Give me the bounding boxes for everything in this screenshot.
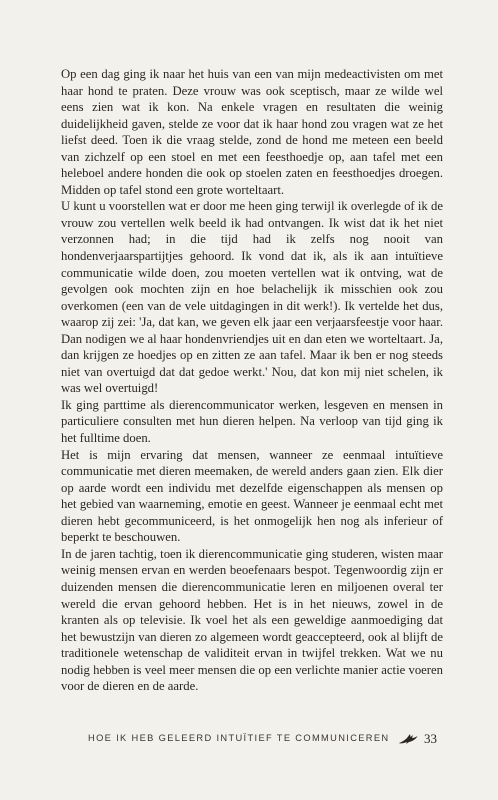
body-text (61, 66, 443, 695)
running-head: HOE IK HEB GELEERD INTUÏTIEF TE COMMUNICEREN (88, 733, 390, 743)
bird-icon (398, 732, 418, 746)
paragraph-4: Het is mijn ervaring dat mensen, wanneer ze eenmaal intuïtieve communicatie met dieren meemaken, de wereld anders gaan zien. Elk dier op aarde wordt een individu met dezelfde eigenschappen als mensen op het gebied van waarneming, emotie en geest. Wanneer je eenmaal echt met dieren hebt gecommuniceerd, is het onmogelijk hen nog als inferieur of beperkt te beschouwen. (61, 447, 443, 545)
paragraph-1: Op een dag ging ik naar het huis van een van mijn medeactivisten om met haar hond te praten. Deze vrouw was ook sceptisch, maar ze wilde wel eens zien wat ik kon. Na enkele vragen en resultaten die weinig duidelijkheid gaven, stelde ze voor dat ik haar hond zou vragen wat ze het liefst deed. Toen ik die vraag stelde, zond de hond me meteen een beeld van zichzelf op een stoel en met een feesthoedje op, aan tafel met een heleboel andere honden die ook op stoelen zaten en feesthoedjes droegen. Midden op tafel stond een grote worteltaart. (61, 67, 443, 197)
paragraph-2: U kunt u voorstellen wat er door me heen ging terwijl ik overlegde of ik de vrouw zou vertellen welk beeld ik had ontvangen. Ik wist dat ik het niet verzonnen had; in die tijd had ik zelfs nog nooit van hondenverjaarspartijtjes gehoord. Ik vond dat ik, als ik aan intuïtieve communicatie wilde doen, zou moeten vertellen wat ik ontving, wat de gevolgen ook mochten zijn en hoe belachelijk ik misschien ook zou overkomen (een van de vele uitdagingen in dit werk!). Ik vertelde het dus, waarop zij zei: 'Ja, dat kan, we geven elk jaar een verjaarsfeestje voor haar. Dan nodigen we al haar hondenvriendjes uit en dan eten we worteltaart. Ja, dan krijgen ze hoedjes op en zitten ze aan tafel. Maar ik ben er nog steeds niet van overtuigd dat dat gedoe werkt.' Nou, dat kon mij niet schelen, ik was wel overtuigd! (61, 199, 443, 396)
page-footer (0, 732, 498, 752)
paragraph-5: In de jaren tachtig, toen ik dierencommunicatie ging studeren, wisten maar weinig mensen ervan en werden beoefenaars bespot. Tegenwoordig zijn er duizenden mensen die dierencommunicatie leren en miljoenen overal ter wereld die ervan gehoord hebben. Het is in het nieuws, zowel in de kranten als op televisie. Ik voel het als een geweldige aanmoediging dat het bewustzijn van dieren zo algemeen wordt geaccepteerd, ook al blijft de traditionele wetenschap de validiteit ervan in twijfel trekken. Wat we nu nodig hebben is veel meer mensen die op een verlichte manier actie voeren voor de dieren en de aarde. (61, 546, 443, 694)
page-number: 33 (424, 731, 437, 746)
paragraph-3: Ik ging parttime als dierencommunicator werken, lesgeven en mensen in particuliere consulten met hun dieren helpen. Na verloop van tijd ging ik het fulltime doen. (61, 397, 443, 446)
